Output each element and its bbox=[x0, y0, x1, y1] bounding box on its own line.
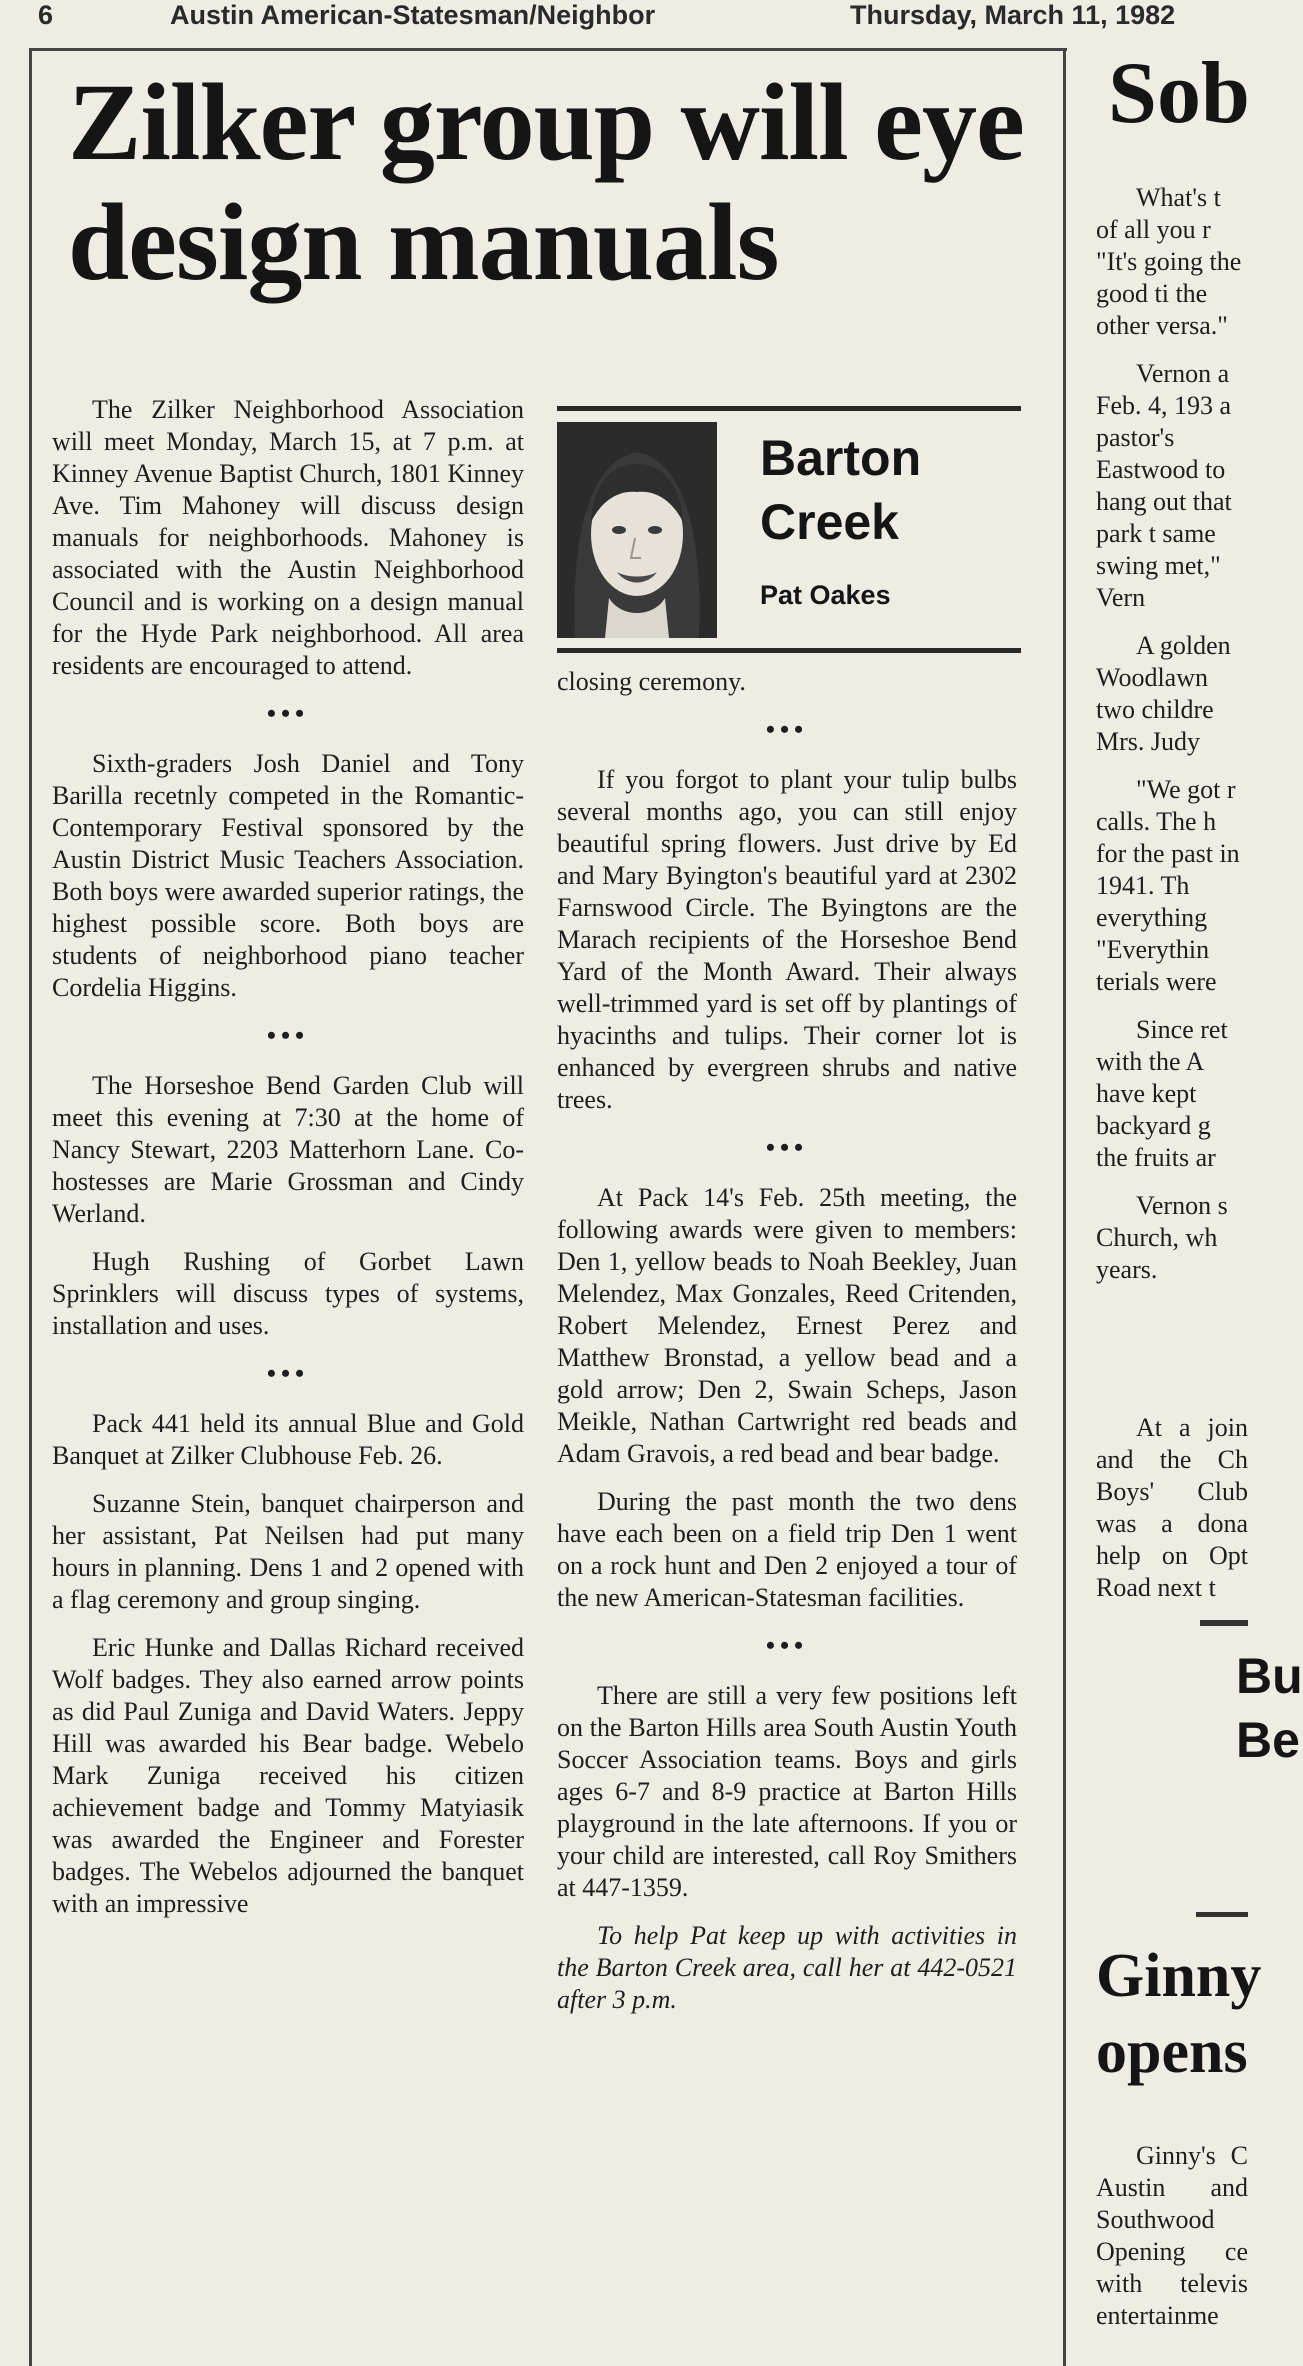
separator-dots: ••• bbox=[765, 1133, 809, 1162]
separator-dots: ••• bbox=[765, 715, 809, 744]
right-article-lower bbox=[1096, 1412, 1248, 1620]
column-title: Barton Creek bbox=[760, 430, 922, 550]
right-paragraph: Vernon a Feb. 4, 193 a pastor's Eastwood to hang out that park t same swing met," Vern bbox=[1096, 359, 1232, 612]
article-paragraph: During the past month the two dens have each been on a field trip Den 1 went on a rock hunt and Den 2 enjoyed a tour of the new American-Statesman facilities. bbox=[557, 1487, 1017, 1612]
article-paragraph: Eric Hunke and Dallas Richard received Wolf badges. They also earned arrow points as did Paul Zuniga and David Waters. Jeppy Hill was awarded his Bear badge. Webelo Mark Zuniga received his citizen achievement badge and Tommy Matyiasik was awarded the Engineer and Forester badges. The Webelos adjourned the banquet with an impressive bbox=[52, 1633, 524, 1918]
left-border-rule bbox=[29, 48, 32, 2366]
article-paragraph: The Zilker Neighborhood Association will meet Monday, March 15, at 7 p.m. at Kinney Avenue Baptist Church, 1801 Kinney Ave. Tim Mahoney will discuss design manuals for neighborhoods. Mahoney is associated with the Austin Neighborhood Council and is working on a design manual for the Hyde Park neighborhood. All area residents are encouraged to attend. bbox=[52, 395, 524, 680]
separator-dots: ••• bbox=[266, 699, 310, 728]
right-paragraph: Ginny's C Austin and Southwood Opening ce with televis entertainme bbox=[1096, 2141, 1248, 2330]
column-divider-rule bbox=[1063, 48, 1066, 2366]
issue-date: Thursday, March 11, 1982 bbox=[850, 0, 1176, 30]
column-box-top-rule bbox=[557, 406, 1021, 411]
right-paragraph: At a join and the Ch Boys' Club was a dona help on Opt Road next t bbox=[1096, 1413, 1248, 1602]
folio-line bbox=[0, 0, 1248, 38]
column-box-bottom-rule bbox=[557, 648, 1021, 653]
article-column-2 bbox=[557, 666, 1017, 2032]
article-paragraph: At Pack 14's Feb. 25th meeting, the following awards were given to members: Den 1, yellow beads to Noah Beekley, Juan Melendez, Max Gonzales, Reed Critenden, Robert Melendez, Ernest Perez and Matthew Bronstad, a yellow bead and a gold arrow; Den 2, Swain Scheps, Jason Meikle, Nathan Cartwright red beads and Adam Gravois, a red bead and bear badge. bbox=[557, 1183, 1017, 1468]
right-box-rule bbox=[1200, 1620, 1248, 1626]
article-paragraph: Hugh Rushing of Gorbet Lawn Sprinklers will discuss types of systems, installation and uses. bbox=[52, 1247, 524, 1340]
article-paragraph: Pack 441 held its annual Blue and Gold Banquet at Zilker Clubhouse Feb. 26. bbox=[52, 1409, 524, 1470]
article-paragraph: To help Pat keep up with activities in the Barton Creek area, call her at 442-0521 after 3 p.m. bbox=[557, 1921, 1017, 2014]
right-paragraph: A golden Woodlawn two childre Mrs. Judy bbox=[1096, 631, 1231, 756]
separator-dots: ••• bbox=[266, 1021, 310, 1050]
article-paragraph: closing ceremony. bbox=[557, 667, 746, 696]
article-paragraph: The Horseshoe Bend Garden Club will meet this evening at 7:30 at the home of Nancy Stewart, 2203 Matterhorn Lane. Co-hostesses are Marie Grossman and Cindy Werland. bbox=[52, 1071, 524, 1228]
right-headline-ginny-2: opens bbox=[1096, 2018, 1248, 2086]
separator-dots: ••• bbox=[765, 1631, 809, 1660]
columnist-photo bbox=[557, 422, 717, 638]
page-number: 6 bbox=[38, 0, 54, 30]
right-paragraph: Since ret with the A have kept backyard g the fruits ar bbox=[1096, 1015, 1228, 1172]
right-article-ginny bbox=[1096, 2140, 1248, 2348]
main-headline: Zilker group will eye design manuals bbox=[68, 61, 1024, 303]
article-column-1 bbox=[52, 394, 524, 1936]
right-paragraph: Vernon s Church, wh years. bbox=[1096, 1191, 1228, 1284]
right-paragraph: What's t of all you r "It's going the good ti the other versa." bbox=[1096, 183, 1242, 340]
article-paragraph: There are still a very few positions left on the Barton Hills area South Austin Youth Soccer Association teams. Boys and girls ages 6-7 and 8-9 practice at Barton Hills playground in the late afternoons. If you or your child are interested, call Roy Smithers at 447-1359. bbox=[557, 1681, 1017, 1902]
article-paragraph: If you forgot to plant your tulip bulbs several months ago, you can still enjoy beautiful spring flowers. Just drive by Ed and Mary Byington's beautiful yard at 2302 Farnswood Circle. The Byingtons are the Marach recipients of the Horseshoe Bend Yard of the Month Award. Their always well-trimmed yard is set off by plantings of hyacinths and tulips. Their corner lot is enhanced by evergreen shrubs and native trees. bbox=[557, 765, 1017, 1114]
right-headline-top: Sob bbox=[1108, 45, 1250, 142]
article-paragraph: Suzanne Stein, banquet chairperson and her assistant, Pat Neilsen had put many hours in planning. Dens 1 and 2 opened with a flag ceremony and group singing. bbox=[52, 1489, 524, 1614]
top-border-rule bbox=[29, 48, 1067, 51]
column-byline: Pat Oakes bbox=[760, 580, 891, 610]
columnist-portrait-icon bbox=[557, 422, 717, 638]
right-headline-ginny-1: Ginny bbox=[1096, 1942, 1262, 2010]
article-paragraph: Sixth-graders Josh Daniel and Tony Barilla recetnly competed in the Romantic-Contemporary Festival sponsored by the Austin District Music Teachers Association. Both boys were awarded superior ratings, the highest possible score. Both boys are students of neighborhood piano teacher Cordelia Higgins. bbox=[52, 749, 524, 1002]
separator-dots: ••• bbox=[266, 1359, 310, 1388]
section-name: Austin American-Statesman/Neighbor bbox=[170, 0, 656, 30]
right-paragraph: "We got r calls. The h for the past in 1941. Th everything "Everythin terials were bbox=[1096, 775, 1240, 996]
right-article-column bbox=[1096, 182, 1248, 1302]
right-subhead-2: Be bbox=[1236, 1712, 1300, 1768]
right-box-bottom-rule bbox=[1196, 1912, 1248, 1917]
right-subhead-1: Bu bbox=[1236, 1648, 1303, 1704]
